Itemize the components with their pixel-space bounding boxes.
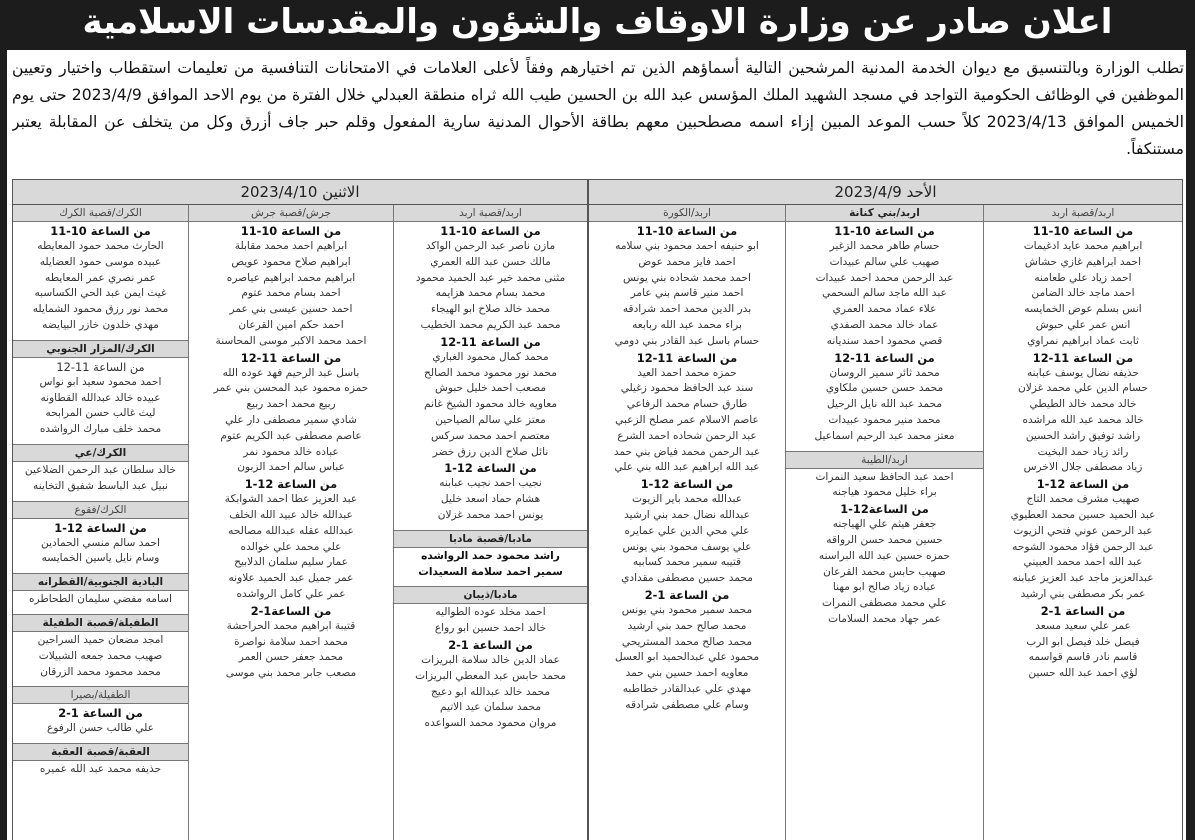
location-header: الطفيلة/بصيرا [13, 686, 188, 704]
candidate-name: احمد فايز محمد عوض [638, 255, 736, 268]
candidate-name: وسام نايل ياسين الخمايسه [41, 552, 160, 565]
time-slot-label: من الساعة12-1 [840, 502, 929, 517]
column-filler [786, 634, 983, 840]
candidate-name: براء محمد عبد الله ربابعه [632, 318, 742, 331]
candidate-name: عبد الله ابراهيم عبد الله بني علي [614, 461, 760, 474]
time-slot-label: من الساعة1-2 [250, 603, 332, 618]
location-names [394, 548, 587, 587]
candidate-name: نجيب احمد نجيب عبابنه [439, 477, 542, 490]
candidate-name: محمد حابس عبد المعطي البريزات [415, 669, 566, 682]
candidate-name: احمد حكم امين القرعان [238, 318, 344, 331]
day-group [13, 180, 587, 840]
candidate-name: محمد خالد صلاح ابو الهيجاء [430, 303, 551, 316]
candidate-name: عمر نصري عمر المعايطه [45, 271, 156, 284]
candidate-name: احمد بسام محمد عتوم [241, 287, 341, 300]
candidate-name: ثابت عماد ابراهيم نمراوي [1027, 334, 1139, 347]
location-names [984, 222, 1182, 688]
time-slot-label: من الساعة 11-12 [440, 334, 541, 349]
candidate-name: نبيل عبد الباسط شفيق التخاينه [33, 479, 168, 492]
candidate-name: فيصل خلد فيصل ابو الرب [1026, 635, 1140, 648]
candidate-name: محمود علي عبدالحميد ابو العسل [614, 651, 760, 664]
candidate-name: حذيفه محمد عبد الله عميره [39, 763, 162, 776]
location-names [13, 591, 188, 614]
candidate-name: احمد ماجد خالد الضامن [1031, 287, 1135, 300]
candidate-name: مروان محمود محمد السواعده [424, 717, 557, 730]
column-filler [189, 688, 393, 840]
day-group [587, 180, 1182, 840]
candidate-name: احمد منير قاسم بني عامر [630, 287, 744, 300]
page-border-right [1186, 0, 1195, 840]
location-header: الكرك/عي [13, 444, 188, 462]
candidate-name: علي محمد علي خوالده [240, 540, 342, 553]
candidate-name: قتيبه سمير محمد كسابيه [632, 556, 742, 569]
time-slot-label: من الساعة 10-11 [440, 224, 541, 238]
candidate-name: غيث ايمن عبد الحي الكساسبه [34, 287, 167, 300]
candidate-name: معتصم احمد محمد سركس [431, 429, 550, 442]
candidate-name: عبدالله عقله عبدالله مصالحه [228, 524, 354, 537]
location-header: اربد/الكورة [589, 205, 785, 222]
candidate-name: امجد مضعان حميد السراحين [37, 633, 164, 646]
candidate-name: محمد بسام محمد هزايمه [435, 287, 546, 300]
location-names [13, 358, 188, 444]
location-names [13, 462, 188, 501]
candidate-name: علي محي الدين علي عمايره [624, 524, 750, 537]
candidate-name: محمد جعفر حسن العمر [238, 651, 344, 664]
candidate-name: عمار سليم سلمان الدلابيح [234, 556, 348, 569]
candidate-name: احمد مخلد عوده الطواليه [435, 606, 546, 619]
candidate-name: عبد الله ماجد سالم السحمي [822, 287, 947, 300]
time-slot-label: من الساعة 11-12 [636, 350, 738, 365]
candidate-name: حمزه محمود عبد المحسن بني عمر [213, 382, 369, 395]
time-slot-label: من الساعة 11-12 [240, 350, 342, 365]
candidate-name: راشد توفيق راشد الحسين [1025, 429, 1141, 442]
candidate-name: قصي محمود احمد سنديانه [826, 334, 943, 347]
time-slot-label: من الساعة 10-11 [1032, 224, 1134, 238]
candidate-name: علي محمد مصطفى النمرات [822, 597, 947, 610]
candidate-name: محمد كمال محمود الغباري [432, 350, 549, 363]
candidate-name: احمد محمد شحاده بني يونس [623, 271, 751, 284]
candidate-name: زياد مصطفى جلال الاخرس [1023, 461, 1143, 474]
location-header: اربد/الطيبة [786, 451, 983, 469]
candidate-name: علاء عماد محمد العمري [832, 303, 937, 316]
candidate-name: قاسم نادر قاسم قواسمه [1028, 651, 1138, 664]
candidate-name: عبدالله نضال حمد بني ارشيد [624, 508, 750, 521]
location-names [13, 632, 188, 686]
candidate-name: مهدي علي عبدالقادر خطاطبه [622, 682, 752, 695]
candidate-name: حسام باسل عبد القادر بني دومي [614, 334, 760, 347]
candidate-name: عبيده موسى حمود العضايله [39, 255, 162, 268]
location-header: اربد/قصبة اربد [394, 205, 587, 222]
candidate-name: عمر علي سعيد مسعد [1035, 619, 1131, 632]
candidate-name: معاويه احمد حسين بني حمد [625, 667, 749, 680]
candidate-name: عماد خالد محمد الصفدي [830, 318, 939, 331]
candidate-name: عماد الدين خالد سلامة البريزات [421, 653, 560, 666]
candidate-name: ليث غالب حسن المرابحه [45, 407, 156, 420]
candidate-name: سند عبد الحافظ محمود زغيلي [620, 382, 754, 395]
time-slot-label: من الساعة 1-2 [448, 637, 533, 652]
candidate-name: محمد محمود محمد الزرقان [40, 665, 161, 678]
candidate-name: ابراهيم محمد ابراهيم عياصره [226, 271, 356, 284]
candidate-name: سمير احمد سلامة السعيدات [418, 565, 563, 578]
time-slot-label: من الساعة 1-2 [644, 587, 730, 602]
location-names [786, 469, 983, 634]
candidate-name: لؤي احمد عبد الله حسين [1028, 667, 1138, 680]
candidate-name: عبدالله محمد باير الزيوت [631, 493, 743, 506]
day-columns [13, 205, 587, 840]
location-header: اربد/بني كنانة [786, 205, 983, 222]
candidate-name: صهيب حابس محمد القرعان [823, 565, 946, 578]
candidate-name: محمد نور محمود محمد الصالح [424, 366, 557, 379]
location-header: الكرك/فقوع [13, 501, 188, 519]
time-slot-label: من الساعة 10-11 [834, 224, 935, 238]
candidate-name: معاويه خالد محمود الشيخ غانم [423, 398, 558, 411]
location-column [188, 205, 393, 840]
candidate-name: عبد الرحمن فؤاد محمود الشوحه [1012, 540, 1154, 553]
location-header: الكرك/قصبة الكرك [13, 205, 188, 222]
candidate-name: انس عمر علي حبوش [1035, 318, 1131, 331]
candidate-name: عبد الحميد حسين محمد العطيوي [1010, 508, 1156, 521]
announcement-title: اعلان صادر عن وزارة الاوقاف والشؤون والمقدسات الاسلامية [0, 0, 1195, 50]
time-slot-label: من الساعة 11-12 [834, 350, 935, 365]
candidate-name: محمد منير محمود عبيدات [828, 413, 941, 426]
candidate-name: ابراهيم احمد محمد مقابلة [234, 240, 348, 252]
candidate-name: محمد حسن حسين ملكاوي [825, 382, 944, 395]
candidate-name: احمد حسين عيسى بني عمر [229, 303, 353, 316]
column-filler [984, 688, 1182, 840]
candidate-name: عبد العزيز عطا احمد الشوابكة [224, 493, 358, 506]
candidate-name: معتز علي سالم الصياحين [435, 413, 546, 426]
time-slot-label: من الساعة 12-1 [1036, 477, 1130, 492]
candidate-name: عمر علي كامل الرواشده [236, 587, 346, 600]
day-header: الأحد 2023/4/9 [589, 180, 1182, 205]
location-header: مادبا/قصبة مادبا [394, 530, 587, 548]
candidate-name: علي طالب حسن الرفوع [47, 722, 154, 735]
candidate-name: خالد احمد حسين ابو رواع [434, 622, 547, 635]
location-names [786, 222, 983, 451]
candidate-name: احمد سالم منسي الحمادين [41, 536, 160, 549]
candidate-name: محمد ثائر سمير الروسان [829, 366, 940, 379]
candidate-name: معتز محمد عبد الرحيم اسماعيل [814, 429, 955, 442]
candidate-name: نائل صلاح الدين رزق خضر [432, 445, 549, 458]
candidate-name: محمد صالح حمد بني ارشيد [627, 619, 747, 632]
location-column [393, 205, 587, 840]
location-column [785, 205, 983, 840]
time-slot-label: من الساعة 1-2 [58, 706, 143, 721]
candidate-name: حسين محمد حسن الرواقه [826, 533, 943, 546]
candidate-name: محمد نور رزق محمود الشمايله [32, 303, 169, 316]
candidate-name: عباده زياد صالح ابو مهنا [832, 581, 937, 594]
location-header: البادية الجنوبية/القطرانه [13, 573, 188, 591]
location-names [394, 604, 587, 738]
candidate-name: جعفر هيثم علي الهياجنه [832, 518, 937, 531]
candidate-name: ابراهيم صلاح محمود عويص [231, 255, 351, 268]
day-header: الاثنين 2023/4/10 [13, 180, 587, 205]
candidate-name: احمد ابراهيم غازي حشاش [1024, 255, 1142, 268]
candidate-name: شادي سمير مصطفى دار علي [225, 413, 357, 426]
location-names [13, 519, 188, 574]
candidate-name: ابو حنيفه احمد محمود بني سلامه [615, 240, 759, 252]
candidate-name: راشد محمود حمد الرواشده [421, 549, 560, 562]
location-column [983, 205, 1182, 840]
candidate-name: عبد الرحمن محمد احمد عبيدات [815, 271, 954, 284]
time-slot-label: من الساعة 12-1 [640, 477, 734, 492]
location-column [589, 205, 785, 840]
candidate-name: وسام علي مصطفى شرادقه [625, 698, 749, 711]
location-names [13, 222, 188, 340]
candidate-name: حسام طاهر محمد الزغير [829, 240, 940, 252]
candidate-name: محمد حسين مصطفى مقدادي [621, 572, 753, 585]
location-column [13, 205, 188, 840]
candidate-name: احمد عبد الحافظ سعيد النمرات [815, 470, 954, 483]
candidate-name: محمد صالح محمد المستريحي [621, 635, 753, 648]
location-names [189, 222, 393, 688]
candidate-name: عبد الرحمن محمد فياض بني حمد [613, 445, 761, 458]
candidate-name: صهيب علي سالم عبيدات [829, 255, 940, 268]
candidate-name: عبدالله خالد عبيد الله الخلف [229, 508, 353, 521]
candidate-name: ابراهيم محمد عايد ادغيمات [1023, 240, 1143, 252]
candidate-name: صهيب مشرف محمد التاج [1026, 493, 1140, 506]
candidate-name: محمد عبد الكريم محمد الخطيب [420, 318, 561, 331]
candidate-name: باسل عبد الرحيم فهد عوده الله [222, 366, 360, 379]
candidate-name: عبدالعزيز ماجد عبد العزيز عبابنه [1012, 572, 1154, 585]
time-slot-label: من الساعة 11-12 [56, 359, 145, 374]
location-names [589, 222, 785, 720]
candidate-name: الحارث محمد حمود المعايطه [37, 240, 164, 252]
candidate-name: مهدي خلدون خازر البيايضه [42, 318, 159, 331]
candidate-name: حمزه محمد احمد العيد [637, 366, 737, 379]
candidate-name: عمر بكر مصطفى بني ارشيد [1020, 587, 1146, 600]
time-slot-label: من الساعة 12-1 [244, 477, 338, 492]
candidate-name: مصعب جابر محمد بني موسى [225, 667, 357, 680]
candidate-name: طارق حسام محمد الرفاعي [626, 398, 748, 411]
candidate-name: صهيب محمد جمعه الشبيلات [38, 649, 163, 662]
candidate-name: محمد خالد عبدالله ابو دعيج [430, 685, 551, 698]
candidate-name: علي يوسف محمود بني يونس [622, 540, 752, 553]
candidate-name: عبيده خالد عبدالله القطاونه [40, 391, 161, 404]
location-header: الكرك/المزار الجنوبي [13, 340, 188, 358]
candidate-name: مازن ناصر عبد الرحمن الواكد [425, 240, 556, 252]
candidate-name: مثنى محمد خير عبد الحميد محمود [415, 271, 566, 284]
time-slot-label: من الساعة 11-12 [1032, 350, 1134, 365]
column-filler [394, 738, 587, 840]
time-slot-label: من الساعة 10-11 [240, 224, 342, 238]
page-border-left [0, 0, 7, 840]
candidate-name: ربيع محمد احمد ربيع [246, 398, 336, 411]
candidate-name: احمد محمد الاكبر موسى المحاسنة [215, 334, 367, 347]
column-filler [589, 720, 785, 840]
candidate-name: اسامه مفضي سليمان الطحاطره [28, 593, 173, 606]
location-names [13, 761, 188, 784]
candidate-name: خالد سلطان عبد الرحمن الضلاعين [24, 463, 177, 476]
candidate-name: حذيفه نضال يوسف عبابنه [1026, 366, 1140, 379]
time-slot-label: من الساعة 10-11 [636, 224, 738, 238]
candidate-name: خالد محمد خالد الطيطي [1029, 398, 1137, 411]
location-header: جرش/قصبة جرش [189, 205, 393, 222]
candidate-name: محمد عبد الله نايل الرحيل [826, 398, 943, 411]
candidate-name: مالك حسن عبد الله العمري [430, 255, 551, 268]
candidate-name: محمد سلمان عيد الاتيم [439, 701, 542, 714]
candidate-name: احمد محمود سعيد ابو نواس [39, 375, 162, 388]
candidate-name: بدر الدين محمد احمد شرادقه [622, 303, 752, 316]
candidate-name: عباس سالم احمد الزبون [237, 461, 345, 474]
candidate-name: عبد الرحمن شحاده احمد الشرع [617, 429, 757, 442]
candidate-name: مصعب احمد خليل حبوش [434, 382, 547, 395]
candidate-name: يونس احمد محمد غزلان [437, 508, 544, 521]
candidate-name: قتيبة ابراهيم محمد الحراحشة [226, 619, 356, 632]
candidate-name: حسام الدين علي محمد غزلان [1017, 382, 1149, 395]
location-names [394, 222, 587, 530]
candidate-name: عمر جميل عبد الحميد علاونه [228, 572, 354, 585]
time-slot-label: من الساعة 1-2 [1040, 603, 1126, 618]
candidate-name: عاصم مصطفى عبد الكريم عتوم [220, 429, 362, 442]
announcement-intro: تطلب الوزارة وبالتنسيق مع ديوان الخدمة المدنية المرشحين التالية أسماؤهم الذين تم اختيارهم وفقاً لأعلى العلامات في الامتحانات التنافسية من تعليمات استقطاب واختيار وتعيين الموظفين في الوظائف الحكومية التواجد في مسجد الشهيد الملك المؤسس عبد الله بن الحسين طيب الله ثراه منطقة العبدلي خلال الفترة من يوم الاحد الموافق 2023/4/9 حتى يوم الخميس الموافق 2023/4/13 كلاً حسب الموعد المبين إزاء اسمه مصطحبين معهم بطاقة الأحوال المدنية سارية المفعول وقلم حبر جاف أزرق وكل من يتخلف عن المقابلة يعتبر مستنكفاً. [12, 59, 1184, 158]
candidate-name: محمد احمد سلامة نواصرة [234, 635, 348, 648]
candidate-name: خالد محمد عبد الله مراشده [1022, 413, 1144, 426]
candidate-name: عبد الله احمد محمد العبيني [1023, 556, 1143, 569]
candidate-name: محمد سمير محمود بني يونس [621, 603, 753, 616]
location-header: مادبا/ذيبان [394, 586, 587, 604]
candidate-name: رائد زياد حمد البخيت [1037, 445, 1129, 458]
candidate-name: عمر جهاد محمد السلامات [828, 612, 941, 625]
candidate-name: براء خليل محمود هياجنه [832, 486, 937, 499]
candidate-name: عباده خالد محمود نمر [243, 445, 339, 458]
location-header: العقبة/قصبة العقبة [13, 743, 188, 761]
candidate-name: عاصم الاسلام عمر مصلح الزعبي [615, 413, 759, 426]
location-header: الطفيلة/قصبة الطفيلة [13, 614, 188, 632]
time-slot-label: من الساعة 12-1 [444, 461, 537, 476]
schedule-table [12, 179, 1183, 840]
candidate-name: احمد زياد علي طعامنه [1034, 271, 1132, 284]
candidate-name: محمد خلف مبارك الرواشده [39, 423, 162, 436]
time-slot-label: من الساعة 10-11 [50, 224, 151, 238]
time-slot-label: من الساعة 12-1 [54, 520, 147, 535]
location-names [13, 704, 188, 743]
candidate-name: عبد الرحمن عوني فتحي الزيوت [1013, 524, 1153, 537]
location-header: اربد/قصبة اربد [984, 205, 1182, 222]
day-columns [589, 205, 1182, 840]
candidate-name: هشام حماد اسعد خليل [440, 493, 541, 506]
candidate-name: انس بسلم عوض الخمايسه [1024, 303, 1142, 316]
candidate-name: حمزه حسين عبد الله البراسنه [818, 549, 951, 562]
column-filler [13, 784, 188, 840]
